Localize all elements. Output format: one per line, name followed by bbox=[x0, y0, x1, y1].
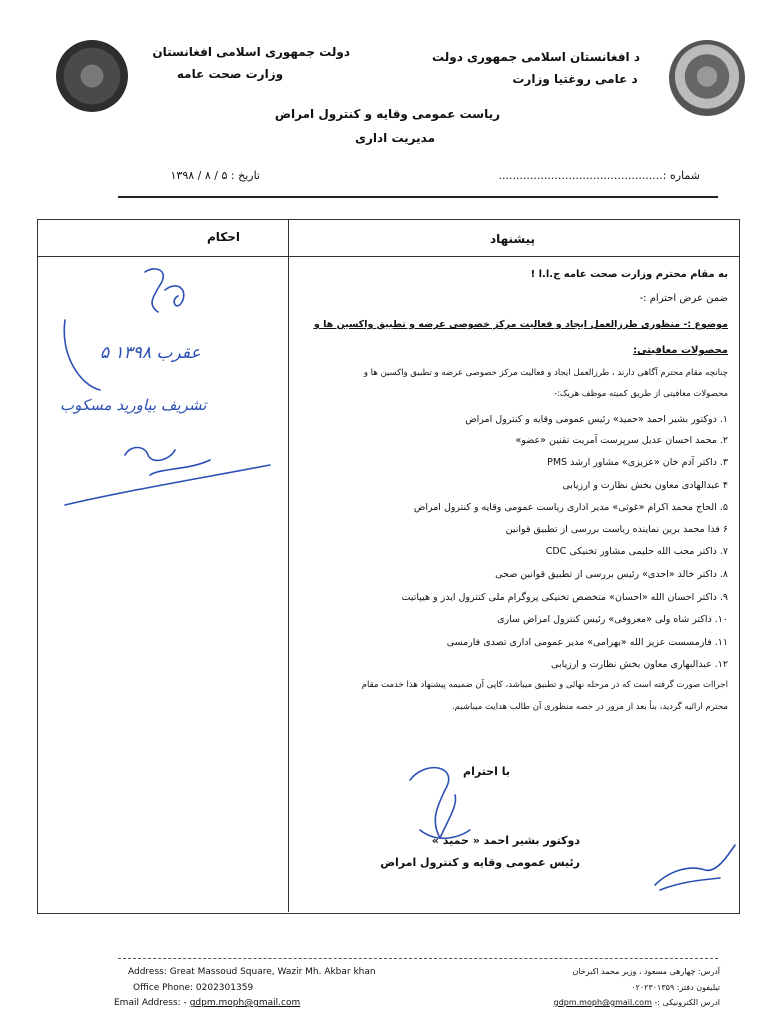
footer-phone-fa: تیلیفون دفتر: ۰۲۰۲۳۰۱۳۵۹ bbox=[631, 983, 720, 992]
header-left-subtitle: وزارت صحت عامه bbox=[176, 67, 284, 81]
number-field: شماره :............................................... bbox=[498, 169, 700, 182]
annotation-date: ۵ عقرب ۱۳۹۸ bbox=[100, 343, 201, 363]
list-item: ۱۰. داکتر شاه ولی «معروفی» رئیس کنترول امراض ساری bbox=[497, 614, 728, 625]
corner-signature bbox=[650, 840, 740, 900]
handwritten-annotation bbox=[60, 260, 280, 520]
intro-line-1: چنانچه مقام محترم آگاهی دارند ، طرزالعمل ایجاد و فعالیت مرکز خصوصی عرضه و تطبیق واکسین ها و bbox=[363, 368, 728, 378]
table-header-orders: احکام bbox=[206, 230, 240, 244]
list-item: ۷. داکتر محب الله حلیمی مشاور تخنیکی CDC bbox=[545, 546, 728, 557]
footer-email-fa bbox=[520, 998, 720, 1007]
list-item: ۱۱. فارمسست عزیز الله «بهرامی» مدیر عمومی اداری تصدی فارمسی bbox=[446, 637, 728, 648]
header-rule bbox=[118, 196, 718, 198]
list-item: ۲. محمد احسان عدیل سرپرست آمریت تقنین «عضو» bbox=[515, 435, 728, 446]
closing-line-2: محترم ارائیه گردید، بنأ بعد از مرور در حصه منظوری آن طالب هدایت میباشیم. bbox=[451, 702, 728, 712]
table-header-proposal: پیشنهاد bbox=[489, 232, 536, 246]
annotation-note: تشریف بیاورید مسکوب bbox=[60, 396, 207, 414]
closing-line-1: اجراات صورت گرفته است که در مرحله نهائی و تطبیق میباشد، کاپی آن ضمیمه پیشنهاد هذا خدمت مقام bbox=[361, 680, 728, 690]
list-item: ۶ فدا محمد برین نماینده ریاست بررسی از تطبیق قوانین bbox=[505, 524, 728, 535]
signer-name: دوکتور بشیر احمد « حمید » bbox=[431, 834, 580, 847]
signer-title: رئیس عمومی وقایه و کنترول امراض bbox=[380, 856, 580, 869]
footer-address-fa: آدرس: چهارهی مسعود ، وزیر محمد اکبرخان bbox=[572, 967, 720, 976]
date-field: تاریخ : ۵ / ۸ / ۱۳۹۸ bbox=[170, 169, 260, 182]
footer-address-en: Address: Great Massoud Square, Wazir Mh. Akbar khan bbox=[128, 967, 376, 977]
header-center-title: ریاست عمومی وقایه و کنترول امراض bbox=[274, 107, 500, 121]
list-item: ۳. داکتر آدم خان «عزیزی» مشاور ارشد PMS bbox=[547, 457, 728, 468]
header-right-subtitle: د عامی روغتیا وزارت bbox=[512, 72, 638, 86]
regards: با احترام bbox=[463, 765, 510, 778]
subject: موضوع :- منظوری طرزالعمل ایجاد و فعالیت مرکز خصوصی عرضه و تطبیق واکسین ها و bbox=[313, 319, 728, 330]
salutation: به مقام محترم وزارت صحت عامه ج.ا.ا ! bbox=[530, 269, 728, 280]
afghanistan-coat-of-arms-icon bbox=[669, 40, 745, 116]
list-item: ۴ عبدالهادی معاون بخش نظارت و ارزیابی bbox=[562, 480, 728, 491]
intro-line-2: محصولات معافیتی از طریق کمیته موظف هریک:- bbox=[554, 389, 728, 399]
list-item: ۱. دوکتور بشیر احمد «حمید» رئیس عمومی وقایه و کنترول امراض bbox=[465, 414, 728, 425]
header-right-title: د افغانستان اسلامی جمهوری دولت bbox=[432, 50, 640, 64]
signer-signature bbox=[400, 760, 480, 850]
list-item: ۱۲. عبدالبهاری معاون بخش نظارت و ارزیابی bbox=[551, 659, 728, 670]
list-item: ۵. الحاج محمد اکرام «غوثی» مدیر اداری ریاست عمومی وقایه و کنترول امراض bbox=[413, 502, 728, 513]
footer-email-en-link[interactable]: gdpm.moph@gmail.com bbox=[189, 998, 301, 1008]
footer-phone-en: Office Phone: 0202301359 bbox=[133, 983, 254, 993]
header-center-subtitle: مدیریت اداری bbox=[354, 131, 435, 145]
greeting: ضمن عرض احترام :- bbox=[639, 293, 728, 304]
table-header-divider bbox=[37, 256, 740, 257]
list-item: ۸. داکتر خالد «احدی» رئیس بررسی از تطبیق قوانین صحی bbox=[495, 569, 728, 580]
footer-email-fa-link[interactable]: gdpm.moph@gmail.com bbox=[553, 998, 652, 1007]
header-left-title: دولت جمهوری اسلامی افغانستان bbox=[152, 45, 350, 59]
footer-email-en bbox=[114, 998, 300, 1008]
ministry-of-health-seal-icon bbox=[56, 40, 128, 112]
subject-continued: محصولات معافیتی: bbox=[633, 345, 728, 356]
footer-rule bbox=[118, 958, 718, 959]
footer-email-fa-label: ادرس الکترونیکی :- bbox=[651, 998, 720, 1007]
list-item: ۹. داکتر احسان الله «احسان» متخصص تخنیکی پروگرام ملی کنترول ایدز و هیپاتیت bbox=[401, 592, 728, 603]
footer-email-en-label: Email Address: - bbox=[114, 998, 190, 1008]
table-column-divider bbox=[288, 219, 289, 912]
